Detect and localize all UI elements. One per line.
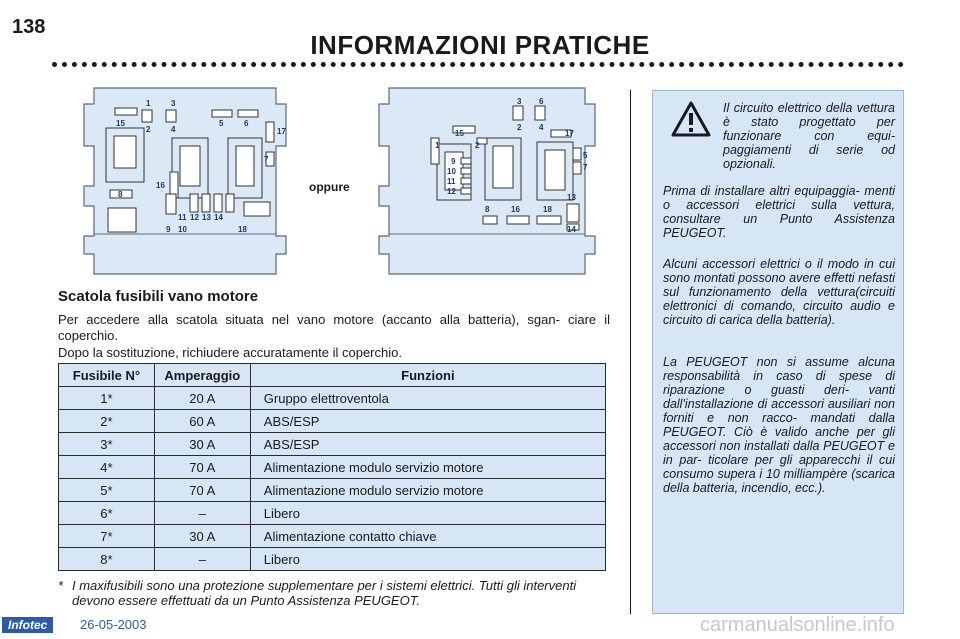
fuse-number: 4* bbox=[59, 456, 155, 479]
fuse-amperage: 30 A bbox=[154, 433, 250, 456]
left-fuse-label: 13 bbox=[202, 213, 211, 222]
fuse-amperage: – bbox=[154, 502, 250, 525]
instruction-paragraph: Per accedere alla scatola situata nel vano motore (accanto alla batteria), sgan- ciare il coperchio. bbox=[58, 312, 610, 343]
footnote-marker: * bbox=[58, 578, 64, 593]
left-fuse-label: 8 bbox=[118, 190, 123, 199]
infotec-badge: Infotec bbox=[2, 617, 53, 633]
fuse-function: ABS/ESP bbox=[250, 433, 605, 456]
right-fuse-label: 3 bbox=[517, 97, 522, 106]
warning-text: La PEUGEOT non si assume alcuna responsabilità in caso di spese di riparazione o guasti deri- vanti dall'installazione di accessori ausiliari non forniti e non racco- mandati dalla PEUGEOT. Ciò è valido anche per gli accessori non installati dalla PEUGEOT e in par- ticolare per gli apparecchi il cui consumo supera i 10 milliampère (scarica della batteria, incendio, ecc.). bbox=[663, 355, 895, 495]
left-fuse-label: 10 bbox=[178, 225, 187, 234]
left-fuse-label: 11 bbox=[178, 213, 187, 222]
watermark: carmanualsonline.info bbox=[700, 614, 895, 636]
right-fuse-label: 1 bbox=[435, 141, 440, 150]
left-fuse-label: 3 bbox=[171, 99, 176, 108]
left-fuse-label: 5 bbox=[219, 119, 224, 128]
page-number: 138 bbox=[12, 16, 46, 38]
right-fuse-label: 8 bbox=[485, 205, 490, 214]
left-fuse-label: 1 bbox=[146, 99, 151, 108]
right-fuse-label: 9 bbox=[451, 157, 456, 166]
column-header-fuse: Fusibile N° bbox=[59, 364, 155, 387]
warning-panel bbox=[652, 90, 904, 614]
fuse-amperage: – bbox=[154, 548, 250, 571]
oppure-label: oppure bbox=[309, 180, 350, 194]
table-row bbox=[59, 502, 606, 525]
left-fuse-label: 2 bbox=[146, 125, 151, 134]
right-fuse-label: 10 bbox=[447, 167, 456, 176]
fuse-amperage: 20 A bbox=[154, 387, 250, 410]
fuse-amperage: 70 A bbox=[154, 479, 250, 502]
right-fuse-label: 4 bbox=[539, 123, 544, 132]
fuse-function: ABS/ESP bbox=[250, 410, 605, 433]
left-fuse-label: 14 bbox=[214, 213, 223, 222]
warning-text: Prima di installare altri equipaggia- menti o accessori elettrici sulla vettura, consultare un Punto Assistenza PEUGEOT. bbox=[663, 184, 895, 240]
left-fuse-label: 18 bbox=[238, 225, 247, 234]
fuse-number: 5* bbox=[59, 479, 155, 502]
fuse-number: 1* bbox=[59, 387, 155, 410]
table-header-row bbox=[59, 364, 606, 387]
left-fuse-label: 9 bbox=[166, 225, 171, 234]
footnote bbox=[58, 578, 618, 608]
fuse-function: Gruppo elettroventola bbox=[250, 387, 605, 410]
right-fuse-label: 6 bbox=[539, 97, 544, 106]
footer-date: 26-05-2003 bbox=[80, 617, 147, 632]
title-dotted-rule bbox=[52, 62, 904, 68]
fuse-number: 8* bbox=[59, 548, 155, 571]
fuse-number: 2* bbox=[59, 410, 155, 433]
instruction-paragraph: Dopo la sostituzione, richiudere accuratamente il coperchio. bbox=[58, 345, 402, 360]
left-fuse-label: 15 bbox=[116, 119, 125, 128]
fuse-box-diagram-left bbox=[80, 86, 290, 276]
left-fuse-label: 6 bbox=[244, 119, 249, 128]
table-row bbox=[59, 410, 606, 433]
footnote-text: I maxifusibili sono una protezione supplementare per i sistemi elettrici. Tutti gli interventi devono essere effettuati da un Punto Assistenza PEUGEOT. bbox=[72, 578, 577, 608]
fuse-amperage: 30 A bbox=[154, 525, 250, 548]
fuse-number: 6* bbox=[59, 502, 155, 525]
left-fuse-label: 12 bbox=[190, 213, 199, 222]
table-row bbox=[59, 387, 606, 410]
warning-text: Il circuito elettrico della vettura è stato progettato per funzionare con equi- paggiamenti di serie od opzionali. bbox=[723, 101, 895, 171]
fuse-function: Alimentazione contatto chiave bbox=[250, 525, 605, 548]
table-row bbox=[59, 456, 606, 479]
table-row bbox=[59, 548, 606, 571]
fuse-table bbox=[58, 363, 606, 571]
right-fuse-label: 11 bbox=[447, 177, 456, 186]
fuse-amperage: 60 A bbox=[154, 410, 250, 433]
right-fuse-label: 2 bbox=[475, 141, 480, 150]
right-fuse-label: 5 bbox=[583, 151, 588, 160]
warning-icon bbox=[671, 101, 711, 142]
right-fuse-label: 14 bbox=[567, 225, 576, 234]
table-row bbox=[59, 525, 606, 548]
page-title: INFORMAZIONI PRATICHE bbox=[310, 30, 650, 60]
right-fuse-label: 2 bbox=[517, 123, 522, 132]
right-fuse-label: 7 bbox=[583, 163, 588, 172]
right-fuse-label: 12 bbox=[447, 187, 456, 196]
right-fuse-label: 16 bbox=[511, 205, 520, 214]
left-fuse-label: 16 bbox=[156, 181, 165, 190]
right-fuse-label: 17 bbox=[565, 129, 574, 138]
column-header-functions: Funzioni bbox=[250, 364, 605, 387]
right-fuse-label: 15 bbox=[455, 129, 464, 138]
left-fuse-label: 4 bbox=[171, 125, 176, 134]
section-heading: Scatola fusibili vano motore bbox=[58, 288, 259, 305]
fuse-number: 7* bbox=[59, 525, 155, 548]
fuse-function: Libero bbox=[250, 548, 605, 571]
fuse-amperage: 70 A bbox=[154, 456, 250, 479]
table-row bbox=[59, 433, 606, 456]
column-header-amperage: Amperaggio bbox=[154, 364, 250, 387]
fuse-number: 3* bbox=[59, 433, 155, 456]
fuse-box-diagram-right bbox=[377, 86, 599, 276]
right-fuse-label: 18 bbox=[543, 205, 552, 214]
right-fuse-label: 13 bbox=[567, 193, 576, 202]
left-fuse-label: 7 bbox=[264, 155, 269, 164]
column-divider bbox=[630, 90, 631, 614]
fuse-function: Libero bbox=[250, 502, 605, 525]
warning-text: Alcuni accessori elettrici o il modo in cui sono montati possono avere effetti nefasti sul funzionamento della vettura(circuiti elettronici di comando, circuito audio e circuito di carica della batteria). bbox=[663, 257, 895, 327]
fuse-function: Alimentazione modulo servizio motore bbox=[250, 456, 605, 479]
table-row bbox=[59, 479, 606, 502]
left-fuse-label: 17 bbox=[277, 127, 286, 136]
fuse-function: Alimentazione modulo servizio motore bbox=[250, 479, 605, 502]
